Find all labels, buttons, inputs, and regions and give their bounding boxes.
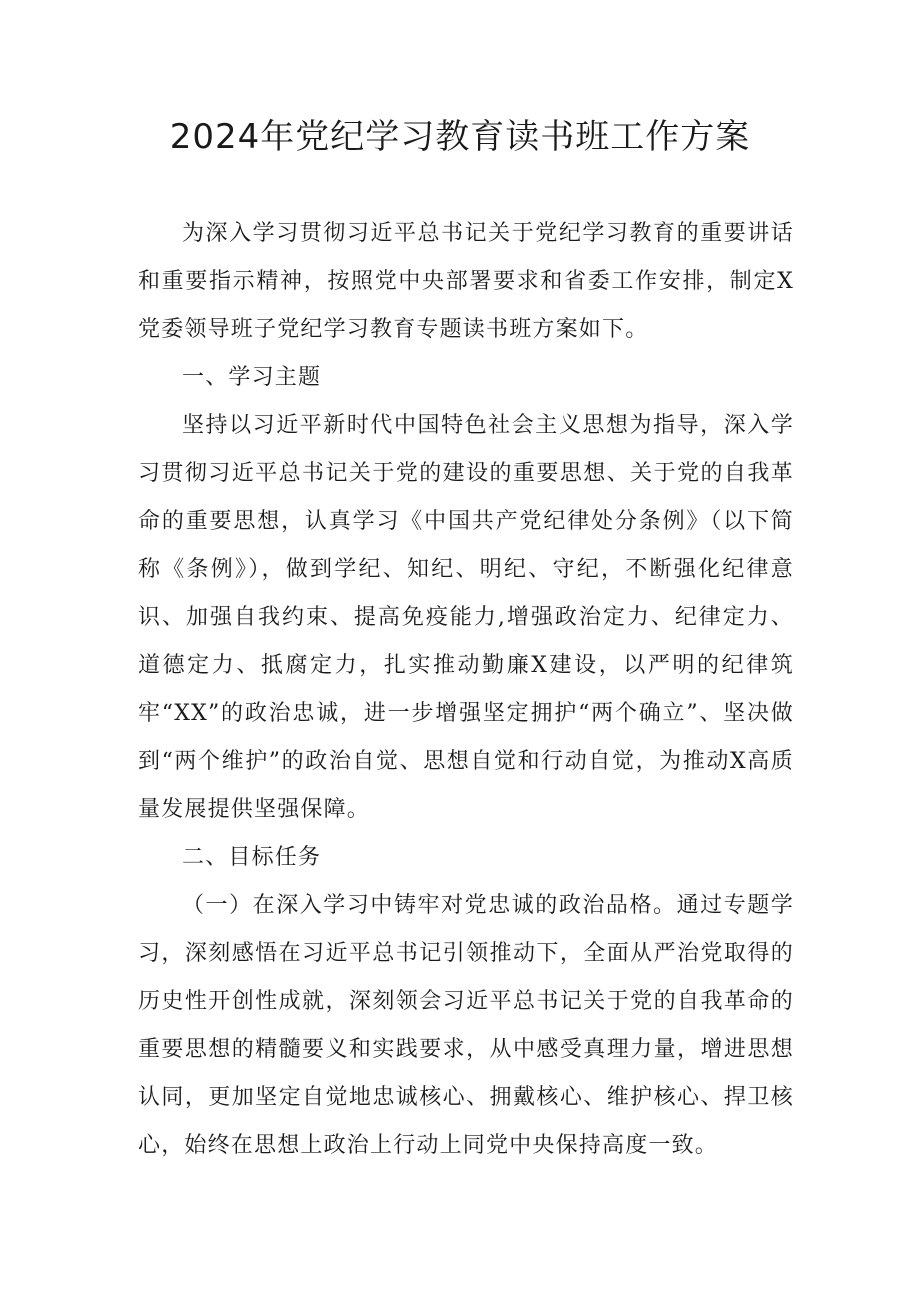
goals-paragraph-1: （一）在深入学习中铸牢对党忠诚的政治品格。通过专题学习，深刻感悟在习近平总书记引领推动下，全面从严治党取得的历史性开创性成就，深刻领会习近平总书记关于党的自我革命的重要思想的精髓要义和实践要求，从中感受真理力量，增进思想认同，更加坚定自觉地忠诚核心、拥戴核心、维护核心、捍卫核心，始终在思想上政治上行动上同党中央保持高度一致。 (138, 893, 794, 1158)
document-title: 2024年党纪学习教育读书班工作方案 (169, 117, 751, 157)
intro-paragraph: 为深入学习贯彻习近平总书记关于党纪学习教育的重要讲话和重要指示精神，按照党中央部署要求和省委工作安排，制定X党委领导班子党纪学习教育专题读书班方案如下。 (138, 221, 794, 342)
document-body (138, 210, 794, 1170)
section-heading-study-theme: 一、学习主题 (182, 365, 322, 390)
section-heading-goals: 二、目标任务 (182, 845, 322, 870)
study-theme-paragraph: 坚持以习近平新时代中国特色社会主义思想为指导，深入学习贯彻习近平总书记关于党的建设的重要思想、关于党的自我革命的重要思想，认真学习《中国共产党纪律处分条例》（以下简称《条例》），做到学纪、知纪、明纪、守纪，不断强化纪律意识、加强自我约束、提高免疫能力,增强政治定力、纪律定力、道德定力、抵腐定力，扎实推动勤廉X建设，以严明的纪律筑牢“XX”的政治忠诚，进一步增强坚定拥护“两个确立”、坚决做到“两个维护”的政治自觉、思想自觉和行动自觉，为推动X高质量发展提供坚强保障。 (138, 413, 794, 822)
